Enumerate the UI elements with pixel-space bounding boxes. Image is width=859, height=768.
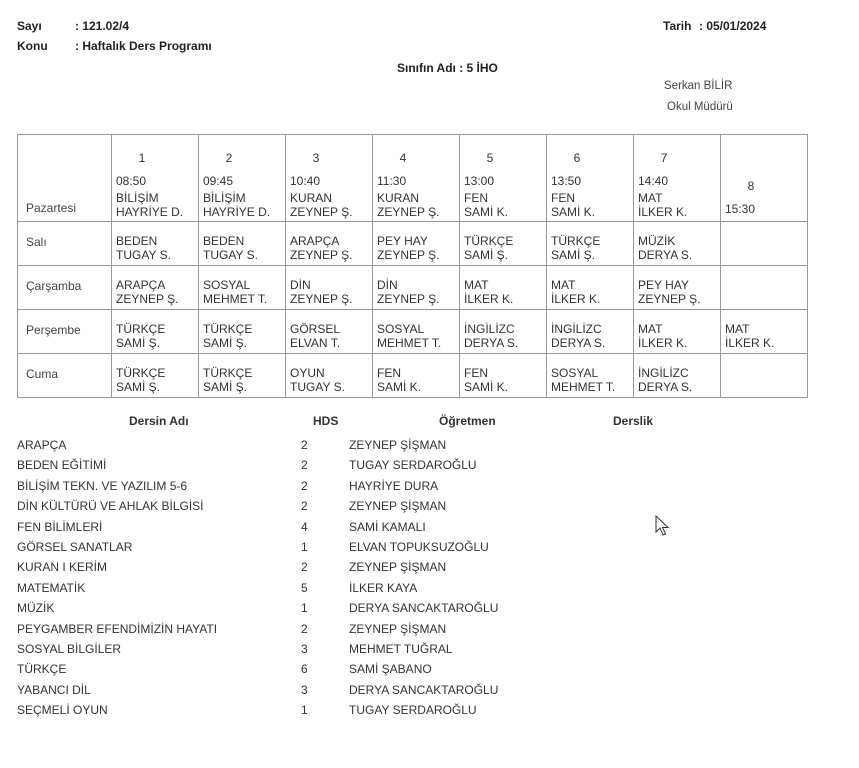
subject: SOSYAL	[377, 322, 425, 336]
period-number: 8	[747, 179, 755, 193]
teacher: HAYRİYE D.	[203, 205, 271, 219]
subject: TÜRKÇE	[203, 366, 253, 380]
schedule-cell	[547, 310, 634, 354]
course-name: ARAPÇA	[17, 438, 67, 452]
period-time: 14:40	[638, 174, 669, 188]
list-item	[17, 436, 637, 456]
schedule-cell	[199, 266, 286, 310]
subject: SOSYAL	[551, 366, 599, 380]
subject: İNGİLİZC	[464, 322, 515, 336]
subject: PEY HAY	[638, 278, 689, 292]
subject: SOSYAL	[203, 278, 251, 292]
subject: BEDEN	[203, 234, 245, 248]
period-number: 1	[138, 151, 146, 165]
teacher: TUGAY S.	[203, 248, 258, 262]
subject: BİLİŞİM	[203, 191, 246, 205]
course-name: FEN BİLİMLERİ	[17, 519, 103, 534]
course-teacher: DERYA SANCAKTAROĞLU	[349, 601, 499, 616]
course-name: PEYGAMBER EFENDİMİZİN HAYATI	[17, 621, 218, 636]
schedule-row	[18, 222, 808, 266]
teacher: ZEYNEP Ş.	[377, 248, 440, 262]
schedule-cell	[634, 354, 721, 398]
course-teacher: MEHMET TUĞRAL	[349, 641, 453, 656]
tarih-label: Tarih	[663, 19, 692, 33]
schedule-cell	[460, 135, 547, 222]
list-item	[17, 599, 637, 619]
teacher: TUGAY S.	[116, 248, 171, 262]
schedule-cell	[547, 135, 634, 222]
teacher: DERYA S.	[638, 380, 693, 394]
course-name: GÖRSEL SANATLAR	[17, 539, 133, 554]
schedule-cell	[634, 135, 721, 222]
schedule-cell	[634, 310, 721, 354]
schedule-cell	[460, 222, 547, 266]
period-time: 10:40	[290, 174, 321, 188]
course-teacher: SAMİ ŞABANO	[349, 662, 432, 677]
schedule-cell	[634, 266, 721, 310]
list-header-hds: HDS	[313, 414, 339, 428]
course-hds: 2	[301, 478, 308, 493]
subject: KURAN	[290, 191, 333, 205]
teacher: SAMİ Ş.	[116, 336, 161, 350]
subject: İNGİLİZC	[638, 366, 689, 380]
subject: TÜRKÇE	[116, 322, 166, 336]
course-teacher: ZEYNEP ŞİŞMAN	[349, 621, 447, 636]
subject: TÜRKÇE	[551, 234, 601, 248]
course-teacher: İLKER KAYA	[349, 580, 418, 595]
list-item	[17, 620, 637, 640]
teacher: ZEYNEP Ş.	[638, 292, 701, 306]
teacher: ZEYNEP Ş.	[377, 205, 440, 219]
schedule-cell	[547, 354, 634, 398]
course-list	[17, 436, 637, 721]
teacher: SAMİ Ş.	[464, 248, 509, 262]
sayi-value: : 121.02/4	[75, 19, 130, 33]
period-number: 2	[225, 151, 233, 165]
schedule-cell	[199, 310, 286, 354]
schedule-cell	[112, 222, 199, 266]
teacher: TUGAY S.	[290, 380, 345, 394]
day-cell: Çarşamba	[18, 266, 112, 310]
list-item	[17, 681, 637, 701]
schedule-cell	[286, 135, 373, 222]
schedule-cell	[634, 222, 721, 266]
period-number: 4	[399, 151, 407, 165]
day-cell: Salı	[18, 222, 112, 266]
subject: OYUN	[290, 366, 325, 380]
subject: ARAPÇA	[116, 278, 166, 292]
schedule-cell	[112, 135, 199, 222]
teacher: DERYA S.	[638, 248, 693, 262]
subject: FEN	[377, 366, 401, 380]
list-item	[17, 640, 637, 660]
course-hds: 1	[301, 601, 308, 616]
schedule-cell	[373, 354, 460, 398]
tarih-value: : 05/01/2024	[699, 19, 767, 33]
subject: BİLİŞİM	[116, 191, 159, 205]
period-number: 6	[573, 151, 581, 165]
course-teacher: ELVAN TOPUKSUZOĞLU	[349, 539, 489, 554]
subject: MAT	[638, 322, 663, 336]
subject: BEDEN	[116, 234, 158, 248]
course-hds: 1	[301, 539, 308, 554]
subject: İNGİLİZC	[551, 322, 602, 336]
schedule-cell	[721, 266, 808, 310]
teacher: SAMİ Ş.	[551, 248, 596, 262]
day-cell: Cuma	[18, 354, 112, 398]
course-hds: 4	[301, 519, 308, 534]
schedule-cell	[286, 354, 373, 398]
period-time: 11:30	[377, 174, 407, 188]
subject: ARAPÇA	[290, 234, 340, 248]
subject: PEY HAY	[377, 234, 428, 248]
course-teacher: SAMİ KAMALI	[349, 519, 426, 534]
subject: MAT	[551, 278, 576, 292]
weekly-schedule-table	[17, 134, 808, 398]
course-hds: 2	[301, 560, 308, 575]
schedule-cell	[721, 135, 808, 222]
day-cell: Perşembe	[18, 310, 112, 354]
teacher: İLKER K.	[551, 292, 601, 306]
subject: FEN	[464, 191, 488, 205]
course-hds: 2	[301, 438, 308, 452]
list-item	[17, 538, 637, 558]
konu-value: : Haftalık Ders Programı	[75, 39, 212, 53]
subject: TÜRKÇE	[464, 234, 514, 248]
teacher: SAMİ Ş.	[203, 336, 248, 350]
principal-name: Serkan BİLİR	[664, 80, 733, 92]
schedule-cell	[373, 135, 460, 222]
course-teacher: ZEYNEP ŞİŞMAN	[349, 438, 447, 452]
period-number: 7	[660, 151, 668, 165]
teacher: ZEYNEP Ş.	[290, 248, 353, 262]
teacher: MEHMET T.	[203, 292, 268, 306]
period-time: 09:45	[203, 174, 234, 188]
schedule-row	[18, 266, 808, 310]
schedule-cell	[286, 266, 373, 310]
list-item	[17, 497, 637, 517]
course-teacher: DERYA SANCAKTAROĞLU	[349, 682, 499, 697]
schedule-cell	[547, 222, 634, 266]
schedule-row	[18, 354, 808, 398]
sayi-label: Sayı	[17, 19, 42, 33]
subject: FEN	[551, 191, 575, 205]
schedule-cell	[721, 222, 808, 266]
schedule-cell	[373, 266, 460, 310]
teacher: SAMİ K.	[377, 380, 422, 394]
course-name: MATEMATİK	[17, 580, 86, 595]
course-hds: 2	[301, 499, 308, 514]
teacher: İLKER K.	[638, 205, 688, 219]
teacher: MEHMET T.	[551, 380, 616, 394]
schedule-cell	[460, 266, 547, 310]
teacher: ELVAN T.	[290, 336, 341, 350]
schedule-cell	[199, 354, 286, 398]
teacher: MEHMET T.	[377, 336, 442, 350]
schedule-cell	[721, 354, 808, 398]
list-header-room: Derslik	[613, 414, 654, 428]
subject: KURAN	[377, 191, 420, 205]
schedule-cell	[460, 310, 547, 354]
course-name: DİN KÜLTÜRÜ VE AHLAK BİLGİSİ	[17, 499, 204, 514]
teacher: ZEYNEP Ş.	[290, 292, 353, 306]
teacher: İLKER K.	[725, 336, 775, 350]
teacher: İLKER K.	[464, 292, 514, 306]
course-name: YABANCI DİL	[17, 682, 91, 697]
mouse-cursor-icon	[655, 515, 669, 537]
list-item	[17, 518, 637, 538]
course-name: SOSYAL BİLGİLER	[17, 641, 122, 656]
teacher: SAMİ K.	[551, 205, 596, 219]
course-teacher: ZEYNEP ŞİŞMAN	[349, 560, 447, 575]
course-name: KURAN I KERİM	[17, 560, 108, 575]
course-name: BİLİŞİM TEKN. VE YAZILIM 5-6	[17, 478, 188, 493]
course-hds: 5	[301, 580, 308, 595]
course-hds: 2	[301, 458, 308, 473]
subject: MAT	[464, 278, 489, 292]
course-teacher: HAYRİYE DURA	[349, 478, 439, 493]
principal-title: Okul Müdürü	[667, 101, 733, 113]
day-cell: Pazartesi	[18, 135, 112, 222]
subject: MAT	[638, 191, 663, 205]
teacher: ZEYNEP Ş.	[116, 292, 179, 306]
course-name: SEÇMELİ OYUN	[17, 703, 108, 718]
list-header-course: Dersin Adı	[129, 414, 189, 428]
teacher: DERYA S.	[551, 336, 606, 350]
subject: DİN	[290, 278, 311, 292]
list-item	[17, 701, 637, 721]
class-title: Sınıfın Adı : 5 İHO	[397, 61, 498, 75]
course-hds: 2	[301, 621, 308, 636]
course-name: BEDEN EĞİTİMİ	[17, 458, 107, 473]
subject: TÜRKÇE	[116, 366, 166, 380]
course-hds: 3	[301, 682, 308, 697]
teacher: SAMİ K.	[464, 205, 509, 219]
subject: GÖRSEL	[290, 322, 341, 336]
course-teacher: TUGAY SERDAROĞLU	[349, 703, 477, 718]
teacher: SAMİ Ş.	[203, 380, 248, 394]
schedule-cell	[112, 266, 199, 310]
schedule-cell	[112, 310, 199, 354]
course-teacher: ZEYNEP ŞİŞMAN	[349, 499, 447, 514]
schedule-cell	[373, 222, 460, 266]
period-number: 3	[312, 151, 320, 165]
list-item	[17, 579, 637, 599]
list-header-teacher: Öğretmen	[439, 414, 496, 428]
subject: MÜZİK	[638, 234, 676, 248]
schedule-cell	[199, 222, 286, 266]
course-name: MÜZİK	[17, 601, 55, 616]
subject: MAT	[725, 322, 750, 336]
period-time: 08:50	[116, 174, 147, 188]
schedule-cell	[460, 354, 547, 398]
course-name: TÜRKÇE	[17, 662, 67, 677]
period-time: 15:30	[725, 202, 756, 216]
schedule-cell	[199, 135, 286, 222]
teacher: ZEYNEP Ş.	[377, 292, 440, 306]
course-hds: 6	[301, 662, 308, 677]
teacher: SAMİ K.	[464, 380, 509, 394]
course-teacher: TUGAY SERDAROĞLU	[349, 458, 477, 473]
period-time: 13:50	[551, 174, 582, 188]
teacher: DERYA S.	[464, 336, 519, 350]
teacher: SAMİ Ş.	[116, 380, 161, 394]
teacher: ZEYNEP Ş.	[290, 205, 353, 219]
list-item	[17, 660, 637, 680]
subject: FEN	[464, 366, 488, 380]
schedule-cell	[547, 266, 634, 310]
list-item	[17, 456, 637, 476]
subject: DİN	[377, 278, 398, 292]
teacher: İLKER K.	[638, 336, 688, 350]
subject: TÜRKÇE	[203, 322, 253, 336]
schedule-cell	[286, 310, 373, 354]
period-time: 13:00	[464, 174, 495, 188]
period-number: 5	[486, 151, 494, 165]
schedule-row	[18, 310, 808, 354]
course-hds: 3	[301, 641, 308, 656]
list-item	[17, 477, 637, 497]
schedule-cell	[721, 310, 808, 354]
list-item	[17, 558, 637, 578]
schedule-row	[18, 135, 808, 222]
schedule-cell	[286, 222, 373, 266]
course-hds: 1	[301, 703, 308, 718]
schedule-cell	[112, 354, 199, 398]
teacher: HAYRİYE D.	[116, 205, 184, 219]
konu-label: Konu	[17, 39, 48, 53]
schedule-cell	[373, 310, 460, 354]
